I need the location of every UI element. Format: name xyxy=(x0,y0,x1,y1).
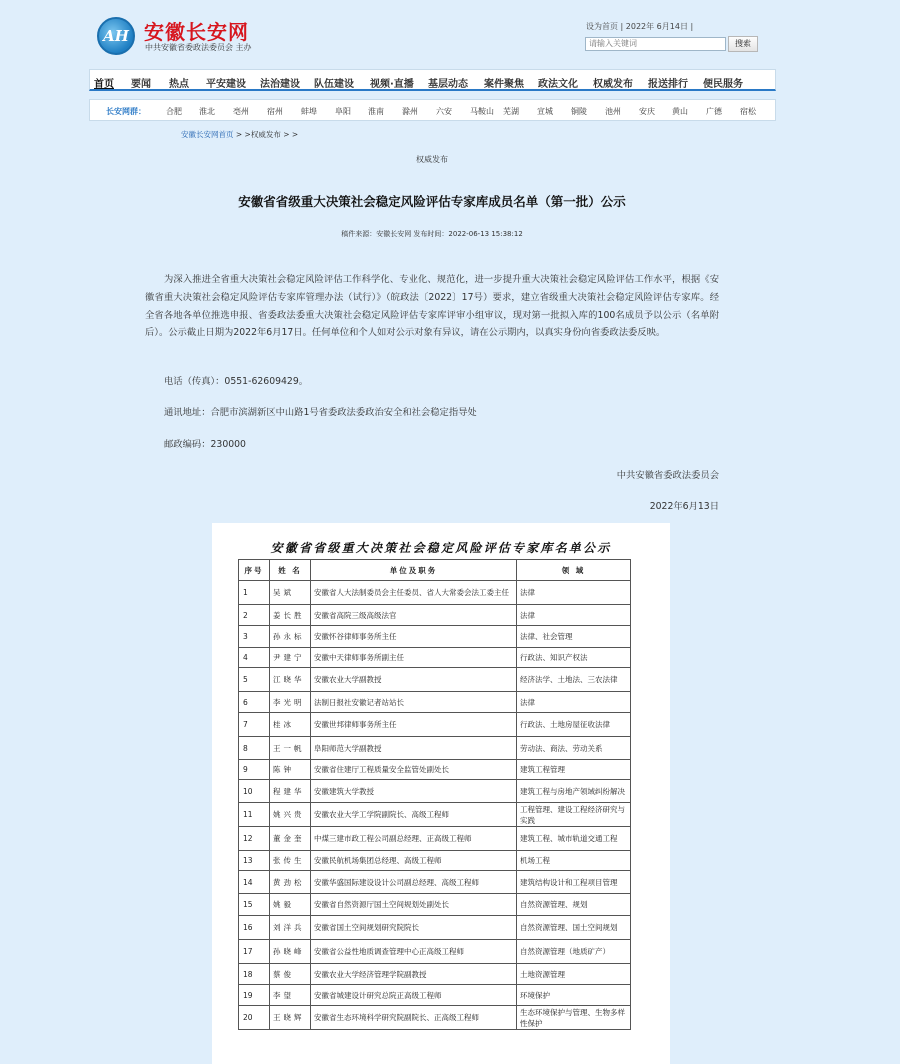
notice-title: 安徽省省级重大决策社会稳定风险评估专家库名单公示 xyxy=(270,541,612,555)
table-row xyxy=(239,760,631,780)
table-header-row xyxy=(239,560,631,581)
row-name: 李望 xyxy=(270,985,311,1006)
region-item[interactable]: 黄山 xyxy=(672,107,688,116)
region-item[interactable]: 宿州 xyxy=(267,107,283,116)
row-name: 陈钟 xyxy=(270,760,311,780)
breadcrumb xyxy=(181,129,298,140)
row-number: 10 xyxy=(239,780,270,803)
row-field: 自然资源管理（地质矿产） xyxy=(517,940,631,964)
nav-item-release[interactable]: 权威发布 xyxy=(593,79,633,90)
region-item[interactable]: 六安 xyxy=(436,107,452,116)
row-field: 经济法学、土地法、三农法律 xyxy=(517,668,631,692)
row-unit: 安徽省生态环境科学研究院副院长、正高级工程师 xyxy=(311,1006,517,1030)
row-number: 4 xyxy=(239,648,270,668)
row-field: 法律 xyxy=(517,605,631,626)
row-field: 工程管理、建设工程经济研究与实践 xyxy=(517,803,631,827)
row-unit: 安徽省公益性地质调查管理中心正高级工程师 xyxy=(311,940,517,964)
table-row xyxy=(239,780,631,803)
signature-date: 2022年6月13日 xyxy=(649,501,719,512)
table-row xyxy=(239,692,631,713)
row-name: 王一帆 xyxy=(270,737,311,760)
table-row xyxy=(239,916,631,940)
row-name: 程建华 xyxy=(270,780,311,803)
row-number: 2 xyxy=(239,605,270,626)
row-number: 11 xyxy=(239,803,270,827)
row-unit: 安徽建筑大学教授 xyxy=(311,780,517,803)
table-row xyxy=(239,871,631,894)
row-unit: 安徽世邦律师事务所主任 xyxy=(311,713,517,737)
table-row xyxy=(239,964,631,985)
row-name: 尹建宁 xyxy=(270,648,311,668)
row-number: 7 xyxy=(239,713,270,737)
notice-image xyxy=(212,523,670,1064)
row-field: 建筑结构设计和工程项目管理 xyxy=(517,871,631,894)
nav-item-home[interactable]: 首页 xyxy=(94,79,114,90)
nav-item-service[interactable]: 便民服务 xyxy=(703,79,743,90)
region-item[interactable]: 芜湖 xyxy=(503,107,519,116)
row-name: 孙晓峰 xyxy=(270,940,311,964)
row-unit: 中煤三建市政工程公司副总经理、正高级工程师 xyxy=(311,827,517,851)
row-unit: 法制日报社安徽记者站站长 xyxy=(311,692,517,713)
row-name: 姜长胜 xyxy=(270,605,311,626)
row-name: 刘洋兵 xyxy=(270,916,311,940)
row-name: 王晓辉 xyxy=(270,1006,311,1030)
row-field: 行政法、土地房屋征收法律 xyxy=(517,713,631,737)
table-row xyxy=(239,626,631,648)
table-row xyxy=(239,940,631,964)
row-field: 建筑工程管理 xyxy=(517,760,631,780)
region-item[interactable]: 铜陵 xyxy=(571,107,587,116)
expert-table xyxy=(238,559,631,1030)
region-item[interactable]: 池州 xyxy=(605,107,621,116)
region-item[interactable]: 合肥 xyxy=(166,107,182,116)
row-field: 环境保护 xyxy=(517,985,631,1006)
article-meta: 稿件来源：安徽长安网 发布时间：2022-06-13 15:38:12 xyxy=(341,230,523,238)
row-unit: 安徽中天律师事务所副主任 xyxy=(311,648,517,668)
row-field: 土地资源管理 xyxy=(517,964,631,985)
row-unit: 安徽农业大学经济管理学院副教授 xyxy=(311,964,517,985)
row-field: 法律 xyxy=(517,692,631,713)
row-number: 18 xyxy=(239,964,270,985)
article-paragraph: 为深入推进全省重大决策社会稳定风险评估工作科学化、专业化、规范化，进一步提升重大决策社会稳定风险评估工作水平，根据《安徽省重大决策社会稳定风险评估专家库管理办法（试行）》（皖政法〔2022〕17号）要求，建立省级重大决策社会稳定风险评估专家库。经全省各地各单位推选申报、省委政法委重大决策社会稳定风险评估专家库评审小组审议，现对第一批拟入库的100名成员予以公示（名单附后）。公示截止日期为2022年6月17日。任何单位和个人如对公示对象有异议，请在公示期内，以真实身份向省委政法委反映。 xyxy=(145,274,719,339)
row-field: 自然资源管理、规划 xyxy=(517,894,631,916)
row-name: 李光明 xyxy=(270,692,311,713)
row-field: 生态环境保护与管理、生物多样性保护 xyxy=(517,1006,631,1030)
nav-item-video[interactable]: 视频·直播 xyxy=(370,79,414,90)
row-unit: 安徽农业大学工学院副院长、高级工程师 xyxy=(311,803,517,827)
row-name: 董金奎 xyxy=(270,827,311,851)
row-unit: 安徽省自然资源厅国土空间规划处副处长 xyxy=(311,894,517,916)
table-row xyxy=(239,713,631,737)
table-row xyxy=(239,605,631,626)
signature: 中共安徽省委政法委员会 xyxy=(616,470,719,481)
row-name: 姚毅 xyxy=(270,894,311,916)
nav-item-ranking[interactable]: 报送排行 xyxy=(648,79,688,90)
col-header: 领 域 xyxy=(517,560,631,581)
nav-item-news[interactable]: 要闻 xyxy=(131,79,151,90)
table-row xyxy=(239,985,631,1006)
region-item[interactable]: 宿松 xyxy=(740,107,756,116)
row-unit: 安徽怀谷律师事务所主任 xyxy=(311,626,517,648)
row-number: 15 xyxy=(239,894,270,916)
row-name: 江晓华 xyxy=(270,668,311,692)
table-row xyxy=(239,581,631,605)
row-unit: 安徽省人大法制委员会主任委员、省人大常委会法工委主任 xyxy=(311,581,517,605)
row-number: 6 xyxy=(239,692,270,713)
row-field: 法律 xyxy=(517,581,631,605)
row-unit: 安徽农业大学副教授 xyxy=(311,668,517,692)
region-item[interactable]: 滁州 xyxy=(402,107,418,116)
region-item[interactable]: 亳州 xyxy=(233,107,249,116)
row-field: 自然资源管理、国土空间规划 xyxy=(517,916,631,940)
row-number: 20 xyxy=(239,1006,270,1030)
row-unit: 安徽省国土空间规划研究院院长 xyxy=(311,916,517,940)
nav-item-cases[interactable]: 案件聚焦 xyxy=(484,79,524,90)
row-name: 孙永标 xyxy=(270,626,311,648)
row-number: 3 xyxy=(239,626,270,648)
region-label: 长安网群： xyxy=(106,107,146,116)
row-name: 黄劲松 xyxy=(270,871,311,894)
row-number: 14 xyxy=(239,871,270,894)
region-item[interactable]: 淮南 xyxy=(368,107,384,116)
table-row xyxy=(239,1006,631,1030)
row-number: 8 xyxy=(239,737,270,760)
row-field: 行政法、知识产权法 xyxy=(517,648,631,668)
row-unit: 安徽华盛国际建设设计公司副总经理、高级工程师 xyxy=(311,871,517,894)
search-input[interactable] xyxy=(585,37,726,51)
row-number: 9 xyxy=(239,760,270,780)
table-row xyxy=(239,803,631,827)
row-number: 12 xyxy=(239,827,270,851)
contact-phone: 电话（传真）：0551-62609429。 xyxy=(164,376,309,387)
row-name: 蔡俊 xyxy=(270,964,311,985)
region-item[interactable]: 安庆 xyxy=(639,107,655,116)
row-unit: 安徽民航机场集团总经理、高级工程师 xyxy=(311,851,517,871)
nav-item-culture[interactable]: 政法文化 xyxy=(538,79,578,90)
nav-item-law[interactable]: 法治建设 xyxy=(260,79,300,90)
row-number: 1 xyxy=(239,581,270,605)
breadcrumb-home-link[interactable]: 安徽长安网首页 xyxy=(181,130,234,139)
row-field: 法律、社会管理 xyxy=(517,626,631,648)
row-number: 16 xyxy=(239,916,270,940)
nav-item-safety[interactable]: 平安建设 xyxy=(206,79,246,90)
region-item[interactable]: 宣城 xyxy=(537,107,553,116)
row-number: 5 xyxy=(239,668,270,692)
col-header: 姓 名 xyxy=(270,560,311,581)
contact-postcode: 邮政编码：230000 xyxy=(164,439,246,450)
table-row xyxy=(239,648,631,668)
row-field: 建筑工程与房地产领域纠纷解决 xyxy=(517,780,631,803)
article-title: 安徽省省级重大决策社会稳定风险评估专家库成员名单（第一批）公示 xyxy=(238,194,626,209)
section-label: 权威发布 xyxy=(416,155,448,164)
row-number: 17 xyxy=(239,940,270,964)
row-field: 机场工程 xyxy=(517,851,631,871)
table-row xyxy=(239,851,631,871)
row-name: 姚兴贵 xyxy=(270,803,311,827)
table-row xyxy=(239,894,631,916)
row-unit: 安徽省住建厅工程质量安全监管处副处长 xyxy=(311,760,517,780)
col-header: 序号 xyxy=(239,560,270,581)
nav-item-team[interactable]: 队伍建设 xyxy=(314,79,354,90)
region-item[interactable]: 淮北 xyxy=(199,107,215,116)
contact-address: 通讯地址：合肥市滨湖新区中山路1号省委政法委政治安全和社会稳定指导处 xyxy=(164,407,477,418)
region-item[interactable]: 阜阳 xyxy=(335,107,351,116)
row-field: 劳动法、商法、劳动关系 xyxy=(517,737,631,760)
row-number: 13 xyxy=(239,851,270,871)
row-field: 建筑工程、城市轨道交通工程 xyxy=(517,827,631,851)
site-name[interactable]: 安徽长安网 xyxy=(144,20,249,44)
site-logo-icon[interactable]: AH xyxy=(97,17,135,55)
row-name: 张传生 xyxy=(270,851,311,871)
region-item[interactable]: 广德 xyxy=(706,107,722,116)
table-row xyxy=(239,668,631,692)
breadcrumb-rest: > >权威发布 > > xyxy=(233,130,299,139)
table-row xyxy=(239,737,631,760)
region-item[interactable]: 蚌埠 xyxy=(301,107,317,116)
site-host: 中共安徽省委政法委员会 主办 xyxy=(145,43,252,52)
table-row xyxy=(239,827,631,851)
region-item[interactable]: 马鞍山 xyxy=(470,107,494,116)
col-header: 单位及职务 xyxy=(311,560,517,581)
nav-item-local[interactable]: 基层动态 xyxy=(428,79,468,90)
row-unit: 阜阳师范大学副教授 xyxy=(311,737,517,760)
row-unit: 安徽省高院三级高级法官 xyxy=(311,605,517,626)
row-unit: 安徽省城建设计研究总院正高级工程师 xyxy=(311,985,517,1006)
nav-item-hot[interactable]: 热点 xyxy=(169,79,189,90)
top-links[interactable]: 设为首页 | 2022年 6月14日 | xyxy=(586,22,694,31)
row-name: 吴斌 xyxy=(270,581,311,605)
row-number: 19 xyxy=(239,985,270,1006)
search-button[interactable]: 搜索 xyxy=(728,36,758,52)
row-name: 桂冰 xyxy=(270,713,311,737)
